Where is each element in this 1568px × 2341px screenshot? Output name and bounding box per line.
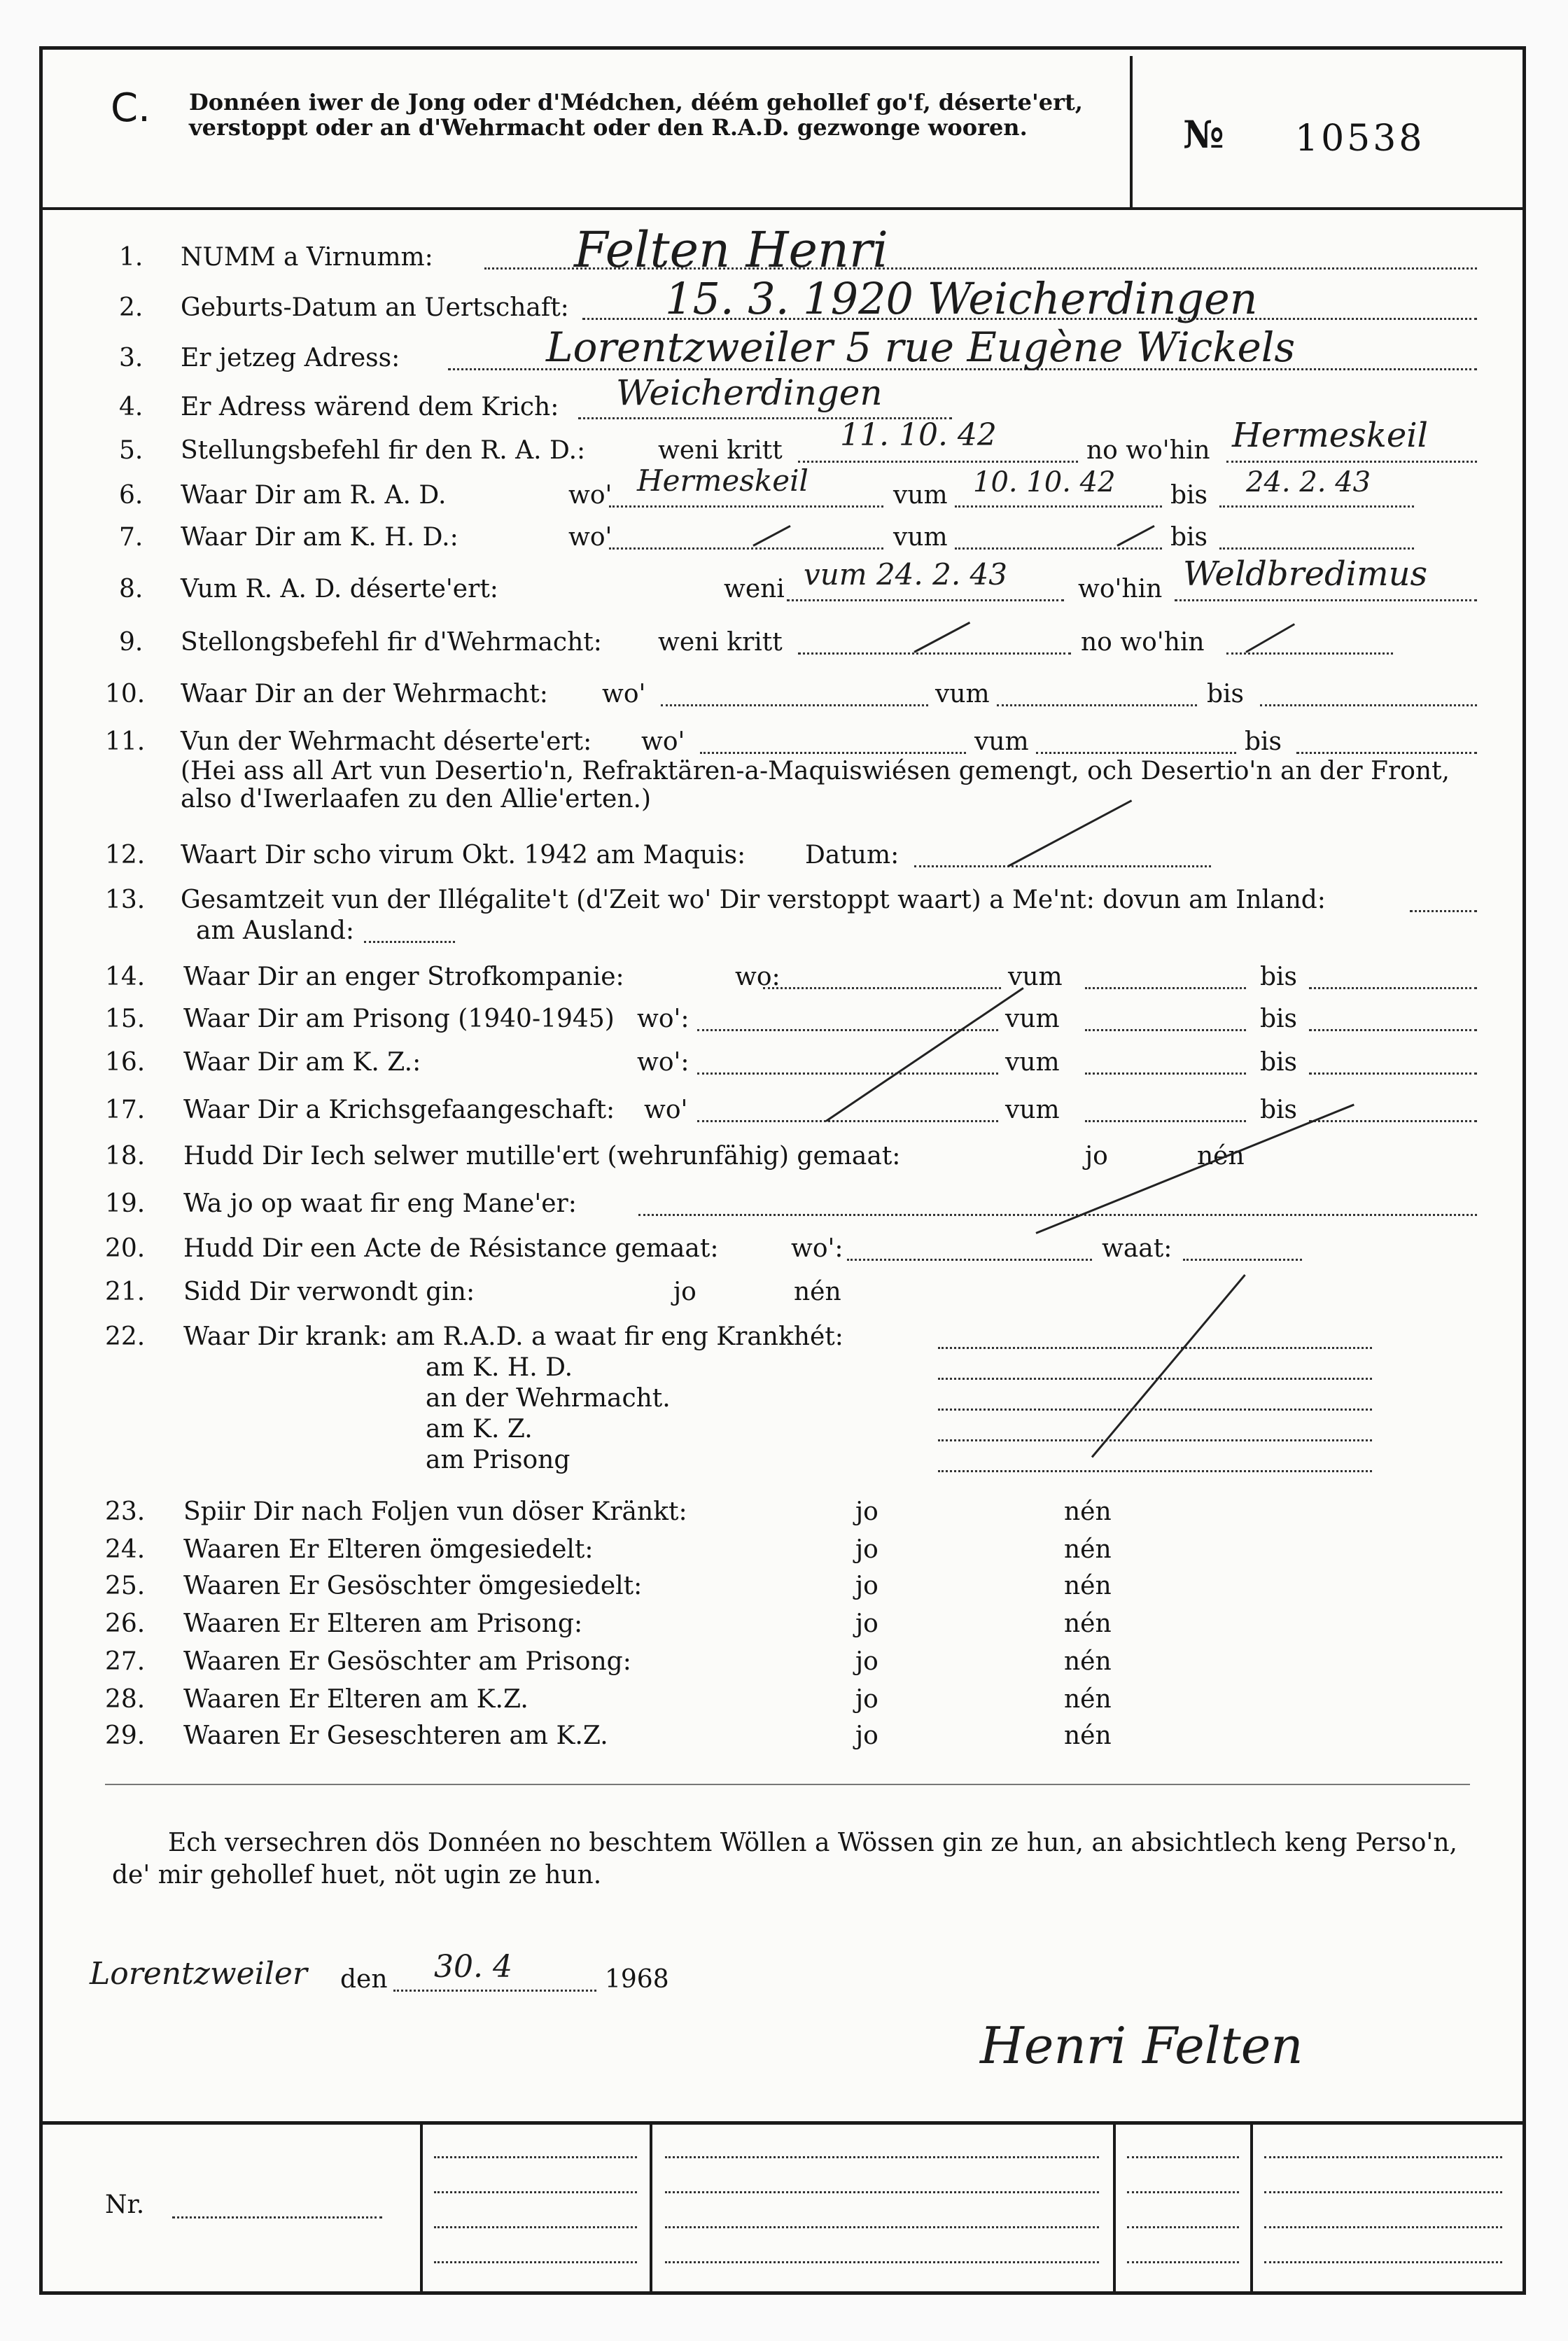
footer-col-2 [650,2123,652,2293]
date-handwritten: 30. 4 [434,1949,512,1985]
footer-dots [434,2191,637,2193]
answer-line[interactable] [787,599,1064,601]
answer-line[interactable] [938,1409,1372,1411]
handwritten-answer: Felten Henri [574,221,888,279]
field-keyword: nén [1064,1685,1112,1714]
field-keyword: bis [1260,1048,1298,1077]
footer-rule [42,2121,1523,2125]
question-number: 8. [119,575,144,603]
field-keyword: jo [855,1572,878,1600]
question-number: 18. [105,1142,146,1170]
field-keyword: nén [794,1278,841,1306]
field-keyword: wo' [568,481,612,510]
answer-line[interactable] [1085,1072,1246,1075]
field-keyword: nén [1064,1497,1112,1526]
question-number: 7. [119,523,144,552]
question-number: 24. [105,1535,146,1564]
field-keyword: vum [974,727,1029,756]
question-number: 25. [105,1572,146,1600]
field-keyword: vum [1005,1005,1060,1033]
answer-line[interactable] [1260,704,1477,706]
field-keyword: nén [1064,1535,1112,1564]
handwritten-answer: vum 24. 2. 43 [804,557,1007,592]
question-number: 22. [105,1322,146,1351]
footer-dots [1127,2191,1239,2193]
answer-line[interactable] [1296,752,1477,754]
answer-line[interactable] [1036,752,1236,754]
question-number: 9. [119,628,144,657]
footer-dots [434,2156,637,2158]
footer-nr-label: Nr. [105,2190,145,2219]
answer-line[interactable] [1226,461,1477,463]
number-value: 10538 [1295,118,1425,160]
question-label: Stellongsbefehl fir d'Wehrmacht: [181,628,602,657]
field-keyword: nén [1064,1721,1112,1750]
field-keyword: vum [893,481,948,510]
field-keyword: vum [893,523,948,552]
footer-nr-dots [172,2216,382,2218]
field-keyword: nén [1064,1572,1112,1600]
question-number: 27. [105,1647,146,1676]
question-label: Waar Dir am K. Z.: [183,1048,421,1077]
footer-dots [434,2226,637,2228]
question-note: am Ausland: [196,916,355,945]
answer-line[interactable] [955,547,1162,550]
field-keyword: weni kritt [658,628,783,657]
question-number: 29. [105,1721,146,1750]
answer-line[interactable] [914,865,1211,867]
field-keyword: wo' [602,680,646,708]
footer-dots [1264,2191,1502,2193]
answer-line[interactable] [1226,652,1393,655]
field-keyword: wo: [735,963,780,991]
field-keyword: jo [855,1497,878,1526]
footer-dots [1264,2261,1502,2263]
field-keyword: nén [1197,1142,1245,1170]
field-keyword: wo' [568,523,612,552]
question-label: Gesamtzeit vun der Illégalite't (d'Zeit wo' Dir verstoppt waart) a Me'nt: dovun am Inland: [181,886,1326,914]
handwritten-answer: Hermeskeil [637,463,808,498]
answer-line[interactable] [1175,599,1477,601]
field-keyword: Datum: [805,841,899,869]
field-keyword: bis [1170,481,1208,510]
answer-line[interactable] [1183,1259,1302,1261]
field-keyword: wo': [791,1234,844,1263]
answer-line[interactable] [1219,505,1414,508]
question-number: 20. [105,1234,146,1263]
question-label: Waar Dir an enger Strofkompanie: [183,963,624,991]
declaration-rule [105,1784,1470,1785]
question-label: Stellungsbefehl fir den R. A. D.: [181,436,586,465]
question-label: Waar Dir am K. H. D.: [181,523,458,552]
question-label: Spiir Dir nach Foljen vun döser Kränkt: [183,1497,687,1526]
question-label: Waar Dir an der Wehrmacht: [181,680,548,708]
answer-line[interactable] [364,941,455,943]
question-label: Waaren Er Gesöschter am Prisong: [183,1647,631,1676]
field-keyword: wo'hin [1078,575,1163,603]
handwritten-answer: 24. 2. 43 [1246,466,1371,498]
answer-line[interactable] [1219,547,1414,550]
section-letter: C. [111,85,150,131]
den-label: den [340,1965,388,1994]
date-dots [393,1990,596,1992]
field-keyword: bis [1207,680,1245,708]
handwritten-answer: Weicherdingen [616,372,883,413]
question-label: Waaren Er Gesöschter ömgesiedelt: [183,1572,643,1600]
answer-line[interactable] [938,1347,1372,1349]
question-label: Waaren Er Geseschteren am K.Z. [183,1721,608,1750]
field-keyword: weni [724,575,785,603]
question-label: NUMM a Virnumm: [181,243,433,272]
question-label: Vun der Wehrmacht déserte'ert: [181,727,592,756]
question-label: Er jetzeg Adress: [181,344,400,372]
question-label: Vum R. A. D. déserte'ert: [181,575,498,603]
field-keyword: vum [935,680,990,708]
answer-line[interactable] [661,704,928,706]
question-number: 5. [119,436,144,465]
field-keyword: jo [1085,1142,1108,1170]
question-number: 21. [105,1278,146,1306]
question-number: 10. [105,680,146,708]
answer-line[interactable] [609,505,883,508]
field-keyword: bis [1260,1005,1298,1033]
question-number: 11. [105,727,146,756]
question-label: Wa jo op waat fir eng Mane'er: [183,1189,577,1218]
question-label: Geburts-Datum an Uertschaft: [181,293,569,322]
illness-subitem: am K. H. D. [426,1353,573,1382]
question-label: Hudd Dir Iech selwer mutille'ert (wehrunfähig) gemaat: [183,1142,901,1170]
field-keyword: bis [1170,523,1208,552]
question-number: 1. [119,243,144,272]
field-keyword: jo [855,1535,878,1564]
field-keyword: nén [1064,1647,1112,1676]
footer-dots [1264,2156,1502,2158]
footer-dots [434,2261,637,2263]
question-number: 15. [105,1005,146,1033]
answer-line[interactable] [638,1214,1477,1216]
field-keyword: jo [673,1278,696,1306]
footer-col-1 [420,2123,423,2293]
question-label: Waar Dir am Prisong (1940-1945) [183,1005,615,1033]
question-number: 23. [105,1497,146,1526]
question-note: (Hei ass all Art vun Desertio'n, Refraktären-a-Maquiswiésen gemengt, och Desertio'n an der Front, also d'Iwerlaafen zu den Allie'erten.) [181,757,1450,813]
answer-line[interactable] [697,1029,998,1031]
handwritten-answer: 11. 10. 42 [840,417,997,453]
footer-dots [1127,2226,1239,2228]
question-number: 3. [119,344,144,372]
question-label: Waar Dir am R. A. D. [181,481,447,510]
field-keyword: bis [1245,727,1282,756]
footer-dots [665,2261,1099,2263]
footer-dots [665,2156,1099,2158]
field-keyword: no wo'hin [1086,436,1210,465]
number-label: № [1183,112,1224,157]
answer-line[interactable] [798,652,1071,655]
illness-subitem: am Prisong [426,1446,570,1474]
field-keyword: waat: [1102,1234,1172,1263]
handwritten-answer: 10. 10. 42 [973,466,1116,498]
answer-line[interactable] [697,1072,998,1075]
answer-line[interactable] [609,547,883,550]
field-keyword: bis [1260,1096,1298,1124]
question-number: 26. [105,1609,146,1638]
answer-line[interactable] [955,505,1162,508]
question-number: 17. [105,1096,146,1124]
footer-col-4 [1250,2123,1253,2293]
answer-line[interactable] [1309,1072,1477,1075]
field-keyword: jo [855,1609,878,1638]
question-number: 28. [105,1685,146,1714]
question-label: Sidd Dir verwondt gin: [183,1278,475,1306]
field-keyword: jo [855,1647,878,1676]
field-keyword: wo': [637,1048,690,1077]
answer-line[interactable] [798,461,1078,463]
handwritten-answer: Lorentzweiler 5 rue Eugène Wickels [546,323,1296,371]
answer-line[interactable] [1085,1029,1246,1031]
footer-dots [1127,2261,1239,2263]
question-label: Waaren Er Elteren am Prisong: [183,1609,583,1638]
answer-line[interactable] [938,1439,1372,1441]
field-keyword: vum [1005,1096,1060,1124]
header-rule [42,207,1523,210]
answer-line[interactable] [938,1470,1372,1472]
section-title: Donnéen iwer de Jong oder d'Médchen, déém gehollef go'f, déserte'ert, verstoppt oder an d'Wehrmacht oder den R.A.D. gezwonge wooren. [189,89,1083,141]
question-number: 19. [105,1189,146,1218]
answer-line[interactable] [847,1259,1092,1261]
question-label: Waart Dir scho virum Okt. 1942 am Maquis: [181,841,746,869]
answer-line[interactable] [1410,910,1477,912]
answer-line[interactable] [1309,987,1477,989]
question-label: Waaren Er Elteren am K.Z. [183,1685,528,1714]
handwritten-answer: 15. 3. 1920 Weicherdingen [665,273,1258,324]
illness-subitem: an der Wehrmacht. [426,1384,671,1413]
signature-handwritten: Henri Felten [980,2016,1303,2075]
field-keyword: weni kritt [658,436,783,465]
question-number: 13. [105,886,146,914]
answer-line[interactable] [1309,1120,1477,1122]
field-keyword: vum [1008,963,1063,991]
question-label: Waaren Er Elteren ömgesiedelt: [183,1535,594,1564]
answer-line[interactable] [763,987,1001,989]
question-number: 2. [119,293,144,322]
place-handwritten: Lorentzweiler [90,1956,307,1992]
question-number: 4. [119,393,144,421]
field-keyword: no wo'hin [1081,628,1205,657]
field-keyword: wo': [637,1005,690,1033]
answer-line[interactable] [697,1120,998,1122]
footer-dots [665,2226,1099,2228]
question-label: Hudd Dir een Acte de Résistance gemaat: [183,1234,719,1263]
handwritten-answer: Weldbredimus [1183,554,1428,594]
question-number: 6. [119,481,144,510]
question-label: Waar Dir krank: am R.A.D. a waat fir eng Krankhét: [183,1322,844,1351]
illness-subitem: am K. Z. [426,1415,533,1444]
question-label: Er Adress wärend dem Krich: [181,393,559,421]
field-keyword: wo' [641,727,685,756]
question-label: Waar Dir a Krichsgefaangeschaft: [183,1096,615,1124]
header-divider [1130,56,1133,207]
question-number: 16. [105,1048,146,1077]
field-keyword: nén [1064,1609,1112,1638]
declaration-text: Ech versechren dös Donnéen no beschtem Wöllen a Wössen gin ze hun, an absichtlech keng Perso'n, de' mir gehollef huet, nöt ugin ze hun. [112,1829,1457,1889]
footer-dots [665,2191,1099,2193]
field-keyword: bis [1260,963,1298,991]
field-keyword: vum [1005,1048,1060,1077]
year-label: 1968 [605,1965,669,1994]
answer-line[interactable] [1085,987,1246,989]
field-keyword: jo [855,1685,878,1714]
field-keyword: jo [855,1721,878,1750]
question-number: 14. [105,963,146,991]
answer-line[interactable] [1309,1029,1477,1031]
answer-line[interactable] [700,752,966,754]
question-number: 12. [105,841,146,869]
field-keyword: wo' [644,1096,688,1124]
footer-dots [1264,2226,1502,2228]
footer-col-3 [1113,2123,1116,2293]
answer-line[interactable] [997,704,1197,706]
footer-dots [1127,2156,1239,2158]
answer-line[interactable] [1085,1120,1246,1122]
handwritten-answer: Hermeskeil [1232,416,1428,455]
